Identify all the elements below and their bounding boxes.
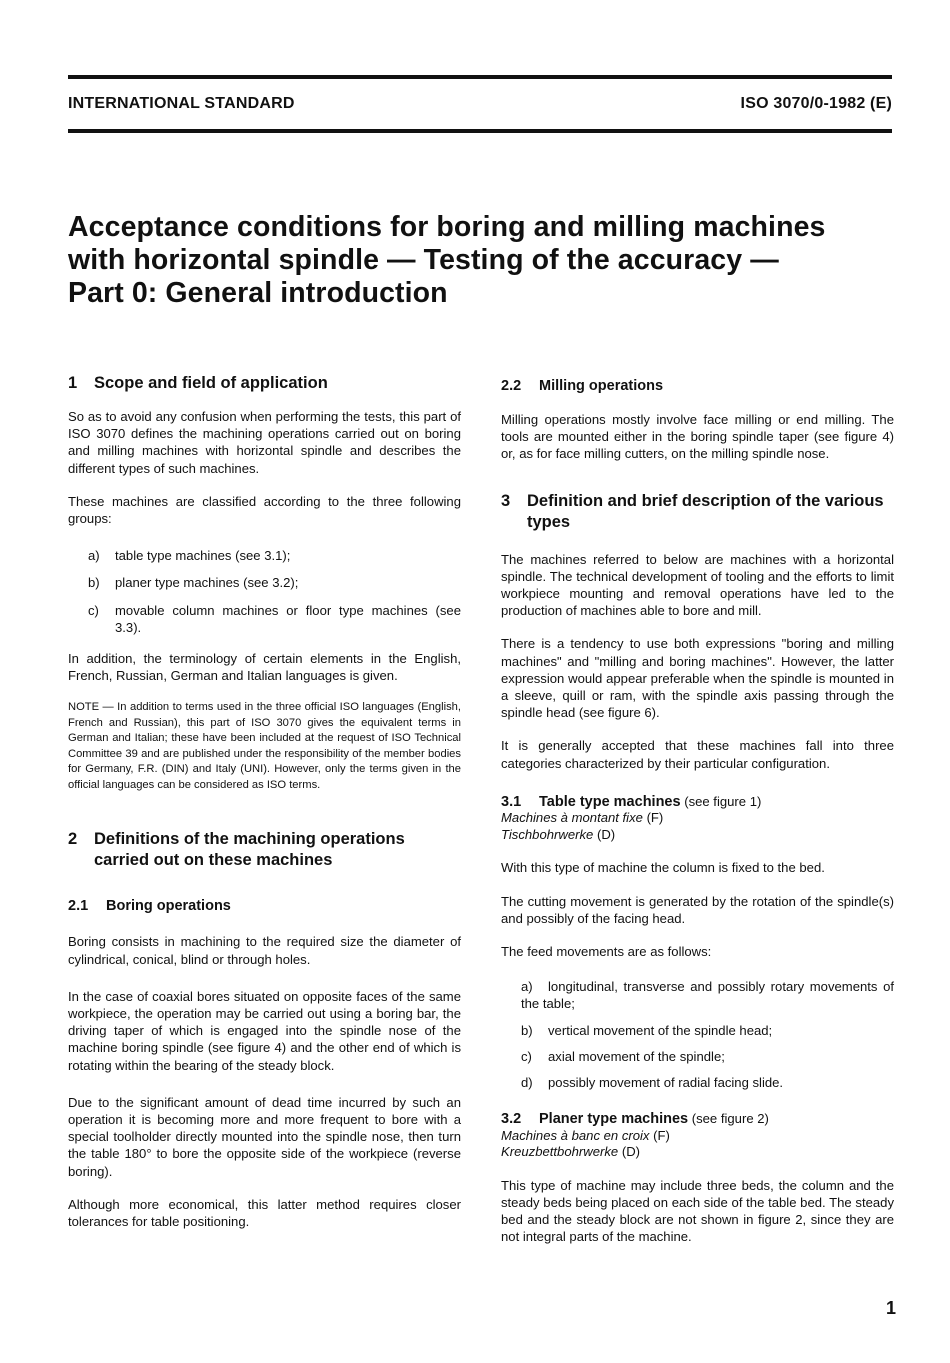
- standard-number: ISO 3070/0-1982 (E): [740, 95, 892, 112]
- section-2-1-paragraph: Boring consists in machining to the required size the diameter of cylindrical, conical, blind or through holes.: [68, 934, 461, 967]
- section-3-paragraph: The machines referred to below are machines with a horizontal spindle. The technical development of tooling and the efforts to limit workpiece mounting and removal operations have led to the production of machines able to bore and mill.: [501, 551, 894, 619]
- section-2-2-heading: 2.2 Milling operations: [501, 378, 664, 394]
- section-1-paragraph: So as to avoid any confusion when performing the tests, this part of ISO 3070 defines the machining operations carried out on boring and milling machines with horizontal spindle and describes the different types of such machines.: [68, 409, 461, 476]
- header-top-rule: [68, 75, 892, 79]
- list-item: c) movable column machines or floor type machines (see 3.3).: [88, 602, 461, 635]
- section-2-1-paragraph: In the case of coaxial bores situated on opposite faces of the same workpiece, the operation may be carried out using a boring bar, the driving taper of which is engaged into the spindle nose of the machine boring spindle (see figure 4) and the other end of which is rotating within the bearing of the steady block.: [68, 988, 461, 1073]
- list-item: b) planer type machines (see 3.2);: [88, 575, 299, 591]
- section-3-1-heading: 3.1 Table type machines (see figure 1) Machines à montant fixe (F) Tischbohrwerke (D): [501, 793, 762, 842]
- feed-movement-list: [501, 978, 894, 1091]
- right-column: [501, 377, 894, 1261]
- section-3-2-heading: 3.2 Planer type machines (see figure 2) Machines à banc en croix (F) Kreuzbettbohrwerke (D): [501, 1111, 769, 1160]
- section-2-1-paragraph: Although more economical, this latter method requires closer tolerances for table positioning.: [68, 1196, 461, 1230]
- list-item: b) vertical movement of the spindle head;: [521, 1022, 773, 1038]
- note: NOTE — In addition to terms used in the three official ISO languages (English, French and Russian), this part of ISO 3070 gives the equivalent terms in German and Italian; these have been included at the request of ISO Technical Committee 39 and are published under the responsibility of the member bodies for Germany, F.R. (DIN) and Italy (UNI). However, only the terms given in the official languages can be considered as ISO terms.: [68, 701, 461, 791]
- section-3-1-paragraph: The feed movements are as follows:: [501, 943, 712, 959]
- section-3-heading: 3 Definition and brief description of the various types: [501, 491, 884, 531]
- section-2-2-paragraph: Milling operations mostly involve face milling or end milling. The tools are mounted either in the boring spindle taper (see figure 4) or, as for face milling cutters, on the milling spindle nose.: [501, 412, 894, 462]
- list-item: a) table type machines (see 3.1);: [88, 548, 291, 564]
- section-3-1-paragraph: With this type of machine the column is fixed to the bed.: [501, 860, 825, 876]
- machine-group-list: [68, 547, 461, 636]
- title-line-1: Acceptance conditions for boring and milling machines: [68, 211, 826, 243]
- list-item: d) possibly movement of radial facing slide.: [521, 1074, 784, 1090]
- section-2-heading: 2 Definitions of the machining operations carried out on these machines: [68, 830, 405, 870]
- header-bottom-rule: [68, 129, 892, 133]
- document-type-label: INTERNATIONAL STANDARD: [68, 95, 295, 112]
- section-1-paragraph: In addition, the terminology of certain elements in the English, French, Russian, German and Italian languages is given.: [68, 651, 461, 684]
- section-3-paragraph: It is generally accepted that these machines fall into three categories characterized by their particular configuration.: [501, 738, 894, 771]
- section-1-heading: 1 Scope and field of application: [68, 374, 328, 392]
- section-3-2-paragraph: This type of machine may include three beds, the column and the steady beds being placed on each side of the table bed. The steady bed and the steady block are not shown in figure 2, since they are not integral parts of the machine.: [501, 1177, 894, 1245]
- section-1-paragraph: These machines are classified according to the three following groups:: [68, 493, 461, 527]
- title-line-3: Part 0: General introduction: [68, 277, 448, 309]
- document-title: [68, 211, 888, 310]
- section-3-1-paragraph: The cutting movement is generated by the rotation of the spindle(s) and possibly of the facing head.: [501, 893, 894, 926]
- left-column: [68, 373, 461, 1246]
- section-3-paragraph: There is a tendency to use both expressions "boring and milling machines" and "milling and boring machines". However, the latter expression would appear preferable when the spindle is mounted in a sleeve, quill or ram, with the spindle axis passing through the spindle head (see figure 6).: [501, 636, 894, 721]
- section-2-1-heading: 2.1 Boring operations: [68, 898, 231, 915]
- title-line-2: with horizontal spindle — Testing of the accuracy —: [68, 244, 779, 276]
- list-item: c) axial movement of the spindle;: [521, 1048, 725, 1064]
- page-number: 1: [885, 1298, 896, 1318]
- section-2-1-paragraph: Due to the significant amount of dead time incurred by such an operation it is becoming more and more frequent to bore with a special toolholder directly mounted into the spindle nose, then turn the table 180° to bore the opposite side of the workpiece (reverse boring).: [68, 1094, 461, 1179]
- list-item: a) longitudinal, transverse and possibly rotary movements of the table;: [521, 979, 894, 1012]
